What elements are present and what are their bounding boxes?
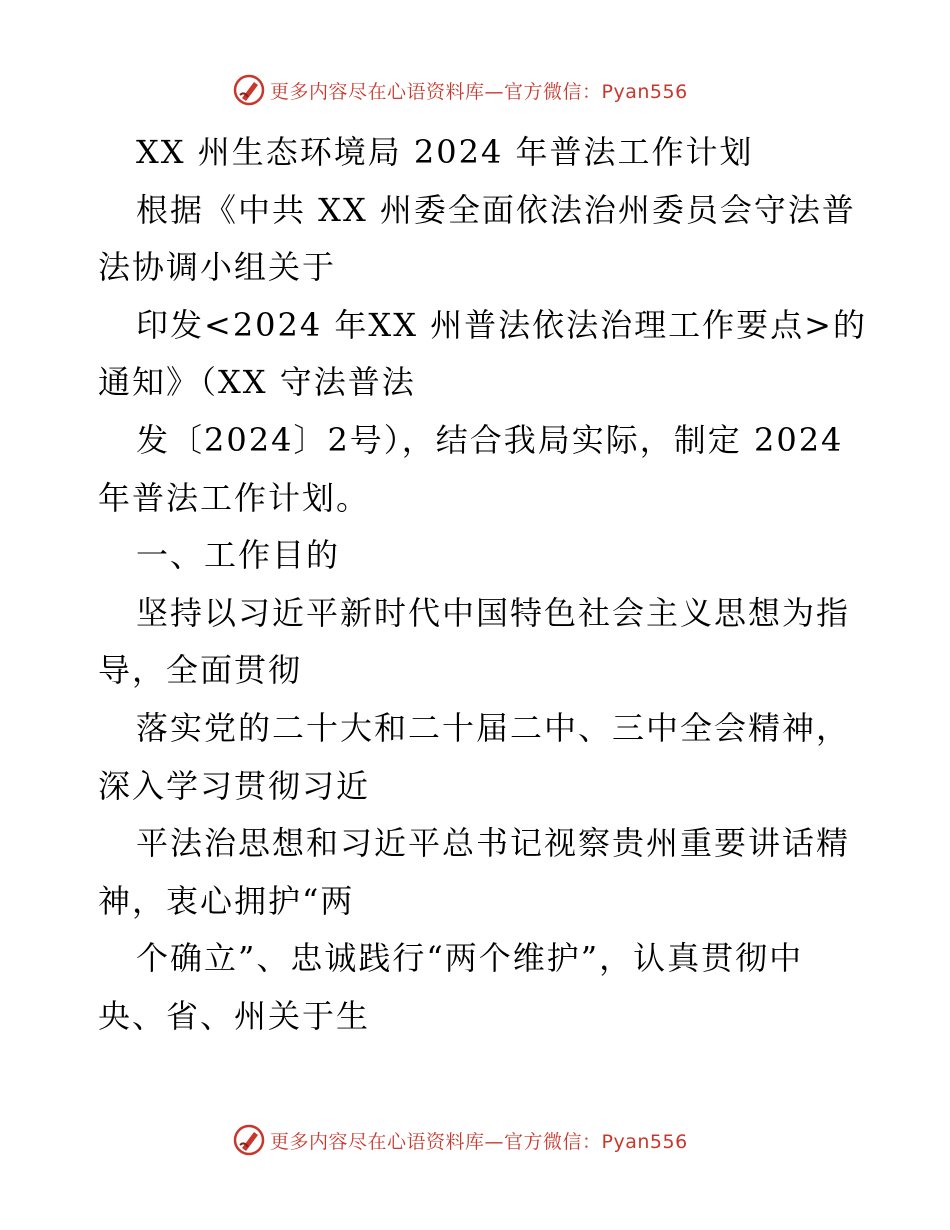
text-line: 深入学习贯彻习近 [98, 766, 371, 805]
document-title: XX 州生态环境局 2024 年普法工作计划 [136, 133, 754, 171]
watermark-header [232, 72, 752, 108]
text-line: 根据《中共 XX 州委全面依法治州委员会守法普 [136, 190, 856, 229]
watermark-text: 更多内容尽在心语资料库—官方微信：Pyan556 [270, 80, 688, 103]
text-line: 神，衷心拥护“两 [98, 881, 355, 920]
text-line: 通知》（XX 守法普法 [98, 363, 416, 402]
text-line: 导，全面贯彻 [98, 651, 303, 690]
text-line: 央、省、州关于生 [98, 996, 371, 1035]
text-line: 一、工作目的 [136, 536, 341, 575]
watermark-text: 更多内容尽在心语资料库—官方微信：Pyan556 [270, 1130, 688, 1153]
text-line: 发〔2024〕2号），结合我局实际，制定 2024 [136, 420, 844, 459]
text-line: 印发<2024 年XX 州普法依法治理工作要点>的 [136, 305, 867, 344]
text-line: 年普法工作计划。 [98, 478, 371, 517]
text-line: 坚持以习近平新时代中国特色社会主义思想为指 [136, 593, 851, 632]
watermark-footer [232, 1122, 752, 1158]
text-line: 平法治思想和习近平总书记视察贵州重要讲话精 [136, 824, 851, 863]
document-body [98, 124, 898, 1046]
text-line: 落实党的二十大和二十届二中、三中全会精神， [136, 708, 851, 747]
pen-logo-icon [232, 1123, 266, 1157]
pen-logo-icon [232, 73, 266, 107]
text-line: 个确立”、忠诚践行“两个维护”，认真贯彻中 [136, 939, 804, 978]
text-line: 法协调小组关于 [98, 248, 337, 287]
